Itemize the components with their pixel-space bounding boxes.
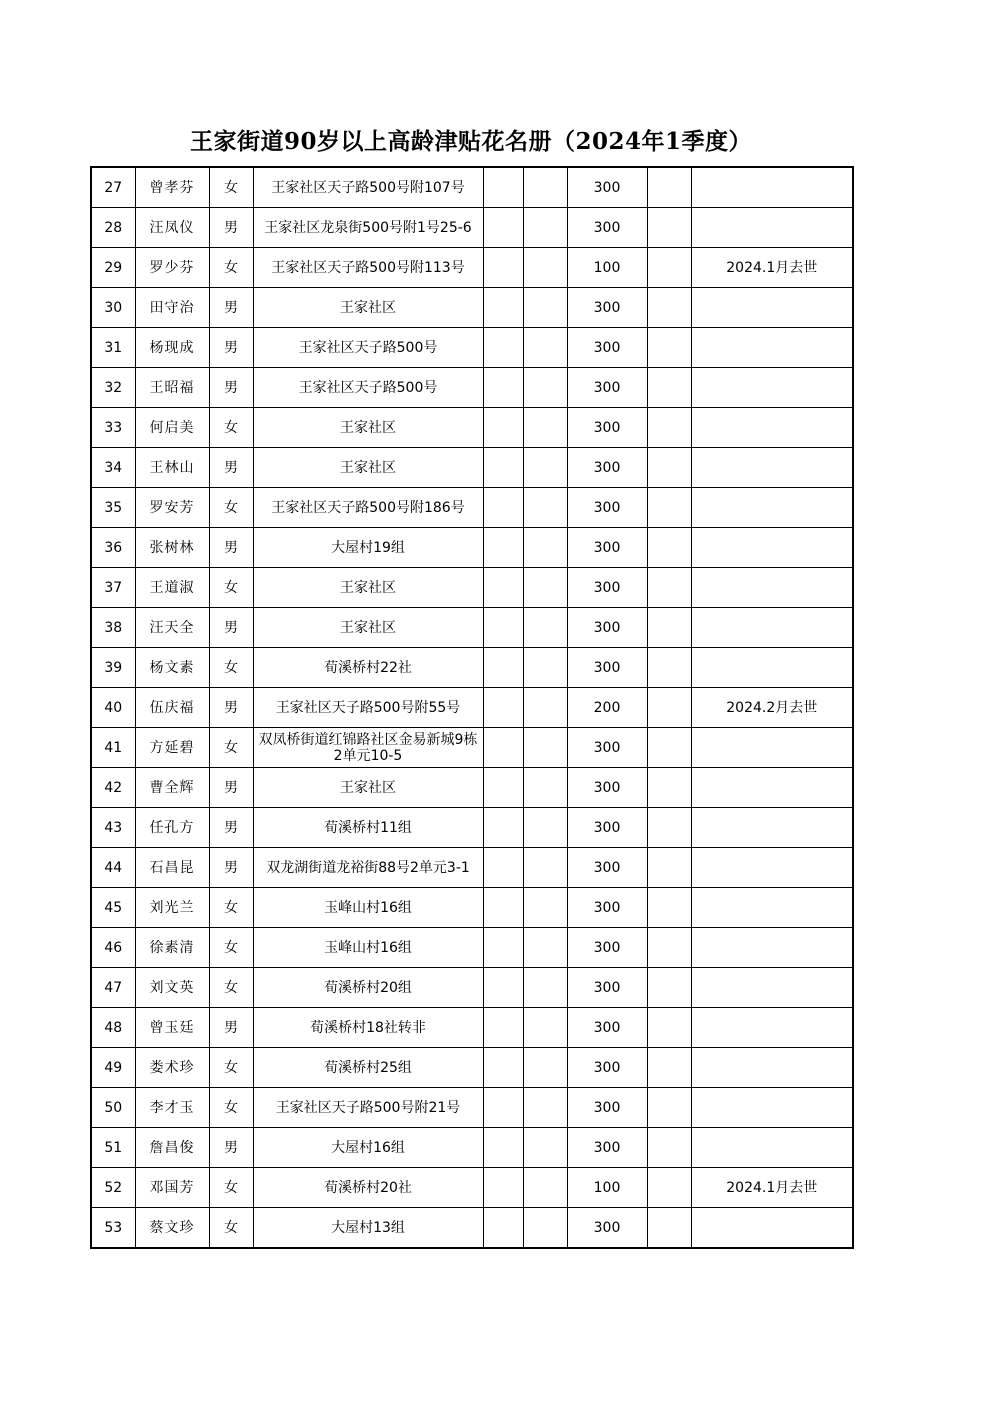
page-title: 王家街道90岁以上高龄津贴花名册（2024年1季度）	[189, 128, 753, 155]
table-row	[91, 848, 853, 888]
address-cell: 荀溪桥村11组	[253, 808, 483, 848]
blank-cell	[483, 688, 523, 728]
note-cell	[691, 488, 853, 528]
amount-cell: 300	[567, 448, 647, 488]
table-row	[91, 1128, 853, 1168]
amount-cell: 300	[567, 208, 647, 248]
blank-cell	[523, 1128, 567, 1168]
address-cell: 王家社区	[253, 408, 483, 448]
serial-number-cell: 47	[91, 968, 135, 1008]
gender-cell: 女	[209, 248, 253, 288]
name-cell: 徐素清	[135, 928, 209, 968]
table-row	[91, 408, 853, 448]
amount-cell: 300	[567, 1128, 647, 1168]
address-cell: 王家社区	[253, 288, 483, 328]
amount-cell: 300	[567, 528, 647, 568]
address-cell: 玉峰山村16组	[253, 928, 483, 968]
address-cell: 玉峰山村16组	[253, 888, 483, 928]
table-row	[91, 728, 853, 768]
address-cell: 大屋村19组	[253, 528, 483, 568]
blank-cell	[523, 408, 567, 448]
blank-cell	[483, 1208, 523, 1249]
name-cell: 田守治	[135, 288, 209, 328]
name-cell: 罗少芬	[135, 248, 209, 288]
gender-cell: 男	[209, 1008, 253, 1048]
gender-cell: 女	[209, 1088, 253, 1128]
blank-cell	[483, 648, 523, 688]
blank-cell	[523, 1048, 567, 1088]
serial-number-cell: 41	[91, 728, 135, 768]
address-cell: 大屋村16组	[253, 1128, 483, 1168]
address-cell: 王家社区	[253, 448, 483, 488]
serial-number-cell: 30	[91, 288, 135, 328]
blank-cell	[523, 648, 567, 688]
address-cell: 王家社区天子路500号附186号	[253, 488, 483, 528]
blank-cell	[647, 528, 691, 568]
gender-cell: 女	[209, 888, 253, 928]
name-cell: 刘文英	[135, 968, 209, 1008]
serial-number-cell: 46	[91, 928, 135, 968]
blank-cell	[647, 1008, 691, 1048]
gender-cell: 男	[209, 368, 253, 408]
blank-cell	[523, 528, 567, 568]
blank-cell	[483, 488, 523, 528]
name-cell: 王道淑	[135, 568, 209, 608]
note-cell	[691, 608, 853, 648]
name-cell: 何启美	[135, 408, 209, 448]
blank-cell	[523, 968, 567, 1008]
blank-cell	[647, 568, 691, 608]
name-cell: 汪天全	[135, 608, 209, 648]
blank-cell	[483, 208, 523, 248]
table-row	[91, 648, 853, 688]
name-cell: 伍庆福	[135, 688, 209, 728]
note-cell	[691, 1088, 853, 1128]
amount-cell: 200	[567, 688, 647, 728]
note-cell	[691, 208, 853, 248]
serial-number-cell: 32	[91, 368, 135, 408]
blank-cell	[647, 888, 691, 928]
blank-cell	[647, 928, 691, 968]
note-cell	[691, 167, 853, 208]
amount-cell: 300	[567, 848, 647, 888]
blank-cell	[483, 968, 523, 1008]
blank-cell	[523, 488, 567, 528]
amount-cell: 300	[567, 968, 647, 1008]
blank-cell	[647, 368, 691, 408]
name-cell: 蔡文珍	[135, 1208, 209, 1249]
blank-cell	[523, 568, 567, 608]
blank-cell	[523, 768, 567, 808]
address-cell: 荀溪桥村25组	[253, 1048, 483, 1088]
table-row	[91, 368, 853, 408]
serial-number-cell: 53	[91, 1208, 135, 1249]
address-cell: 王家社区	[253, 768, 483, 808]
blank-cell	[483, 1168, 523, 1208]
serial-number-cell: 37	[91, 568, 135, 608]
name-cell: 李才玉	[135, 1088, 209, 1128]
serial-number-cell: 40	[91, 688, 135, 728]
serial-number-cell: 27	[91, 167, 135, 208]
blank-cell	[647, 648, 691, 688]
name-cell: 曹全辉	[135, 768, 209, 808]
blank-cell	[483, 368, 523, 408]
amount-cell: 300	[567, 928, 647, 968]
blank-cell	[483, 248, 523, 288]
table-row	[91, 888, 853, 928]
note-cell	[691, 1008, 853, 1048]
note-cell	[691, 1128, 853, 1168]
subsidy-roster-table	[90, 166, 854, 1249]
blank-cell	[647, 1168, 691, 1208]
gender-cell: 女	[209, 408, 253, 448]
serial-number-cell: 52	[91, 1168, 135, 1208]
note-cell: 2024.1月去世	[691, 248, 853, 288]
blank-cell	[647, 208, 691, 248]
gender-cell: 女	[209, 1048, 253, 1088]
gender-cell: 女	[209, 928, 253, 968]
blank-cell	[647, 1048, 691, 1088]
name-cell: 詹昌俊	[135, 1128, 209, 1168]
serial-number-cell: 36	[91, 528, 135, 568]
gender-cell: 女	[209, 1168, 253, 1208]
note-cell	[691, 528, 853, 568]
blank-cell	[483, 928, 523, 968]
blank-cell	[523, 208, 567, 248]
gender-cell: 男	[209, 208, 253, 248]
serial-number-cell: 34	[91, 448, 135, 488]
amount-cell: 100	[567, 1168, 647, 1208]
blank-cell	[647, 768, 691, 808]
gender-cell: 男	[209, 328, 253, 368]
address-cell: 荀溪桥村22社	[253, 648, 483, 688]
address-cell: 王家社区龙泉街500号附1号25-6	[253, 208, 483, 248]
note-cell	[691, 448, 853, 488]
blank-cell	[483, 888, 523, 928]
gender-cell: 男	[209, 288, 253, 328]
table-row	[91, 448, 853, 488]
blank-cell	[483, 1088, 523, 1128]
blank-cell	[523, 167, 567, 208]
table-row	[91, 1048, 853, 1088]
serial-number-cell: 39	[91, 648, 135, 688]
blank-cell	[523, 1168, 567, 1208]
name-cell: 娄术珍	[135, 1048, 209, 1088]
blank-cell	[523, 808, 567, 848]
blank-cell	[483, 528, 523, 568]
blank-cell	[483, 608, 523, 648]
gender-cell: 男	[209, 528, 253, 568]
note-cell	[691, 1048, 853, 1088]
note-cell	[691, 928, 853, 968]
name-cell: 任孔方	[135, 808, 209, 848]
blank-cell	[523, 608, 567, 648]
address-cell: 荀溪桥村20社	[253, 1168, 483, 1208]
amount-cell: 300	[567, 167, 647, 208]
address-cell: 王家社区天子路500号附113号	[253, 248, 483, 288]
blank-cell	[483, 808, 523, 848]
address-cell: 双凤桥街道红锦路社区金易新城9栋2单元10-5	[253, 728, 483, 768]
blank-cell	[483, 448, 523, 488]
serial-number-cell: 43	[91, 808, 135, 848]
note-cell	[691, 328, 853, 368]
address-cell: 王家社区天子路500号	[253, 328, 483, 368]
blank-cell	[523, 888, 567, 928]
blank-cell	[483, 167, 523, 208]
blank-cell	[647, 1128, 691, 1168]
amount-cell: 300	[567, 408, 647, 448]
name-cell: 石昌昆	[135, 848, 209, 888]
blank-cell	[647, 608, 691, 648]
table-row	[91, 968, 853, 1008]
blank-cell	[647, 1088, 691, 1128]
serial-number-cell: 29	[91, 248, 135, 288]
gender-cell: 女	[209, 1208, 253, 1249]
note-cell	[691, 288, 853, 328]
table-row	[91, 1208, 853, 1249]
name-cell: 曾孝芬	[135, 167, 209, 208]
address-cell: 大屋村13组	[253, 1208, 483, 1249]
blank-cell	[523, 928, 567, 968]
serial-number-cell: 44	[91, 848, 135, 888]
gender-cell: 女	[209, 728, 253, 768]
gender-cell: 女	[209, 568, 253, 608]
serial-number-cell: 33	[91, 408, 135, 448]
blank-cell	[483, 328, 523, 368]
amount-cell: 300	[567, 728, 647, 768]
blank-cell	[523, 368, 567, 408]
table-row	[91, 688, 853, 728]
note-cell	[691, 728, 853, 768]
blank-cell	[523, 688, 567, 728]
blank-cell	[647, 408, 691, 448]
blank-cell	[523, 328, 567, 368]
name-cell: 刘光兰	[135, 888, 209, 928]
gender-cell: 男	[209, 608, 253, 648]
blank-cell	[647, 288, 691, 328]
amount-cell: 300	[567, 328, 647, 368]
amount-cell: 300	[567, 488, 647, 528]
gender-cell: 女	[209, 488, 253, 528]
address-cell: 王家社区天子路500号附55号	[253, 688, 483, 728]
blank-cell	[647, 167, 691, 208]
blank-cell	[523, 848, 567, 888]
amount-cell: 300	[567, 568, 647, 608]
blank-cell	[647, 688, 691, 728]
note-cell	[691, 968, 853, 1008]
blank-cell	[647, 848, 691, 888]
name-cell: 方延碧	[135, 728, 209, 768]
note-cell	[691, 808, 853, 848]
amount-cell: 100	[567, 248, 647, 288]
address-cell: 王家社区	[253, 568, 483, 608]
table-row	[91, 928, 853, 968]
table-row	[91, 248, 853, 288]
address-cell: 王家社区	[253, 608, 483, 648]
gender-cell: 女	[209, 968, 253, 1008]
note-cell	[691, 768, 853, 808]
address-cell: 双龙湖街道龙裕街88号2单元3-1	[253, 848, 483, 888]
blank-cell	[483, 768, 523, 808]
address-cell: 王家社区天子路500号附107号	[253, 167, 483, 208]
serial-number-cell: 48	[91, 1008, 135, 1048]
note-cell	[691, 1208, 853, 1249]
serial-number-cell: 45	[91, 888, 135, 928]
note-cell	[691, 568, 853, 608]
address-cell: 王家社区天子路500号	[253, 368, 483, 408]
serial-number-cell: 35	[91, 488, 135, 528]
blank-cell	[647, 488, 691, 528]
blank-cell	[523, 248, 567, 288]
serial-number-cell: 49	[91, 1048, 135, 1088]
name-cell: 杨现成	[135, 328, 209, 368]
name-cell: 张树林	[135, 528, 209, 568]
amount-cell: 300	[567, 768, 647, 808]
name-cell: 王昭福	[135, 368, 209, 408]
serial-number-cell: 28	[91, 208, 135, 248]
table-row	[91, 568, 853, 608]
gender-cell: 男	[209, 768, 253, 808]
amount-cell: 300	[567, 808, 647, 848]
serial-number-cell: 50	[91, 1088, 135, 1128]
serial-number-cell: 42	[91, 768, 135, 808]
gender-cell: 男	[209, 448, 253, 488]
note-cell	[691, 648, 853, 688]
note-cell	[691, 888, 853, 928]
gender-cell: 男	[209, 808, 253, 848]
amount-cell: 300	[567, 648, 647, 688]
gender-cell: 男	[209, 848, 253, 888]
amount-cell: 300	[567, 1088, 647, 1128]
gender-cell: 男	[209, 1128, 253, 1168]
name-cell: 汪凤仪	[135, 208, 209, 248]
blank-cell	[523, 728, 567, 768]
blank-cell	[483, 1048, 523, 1088]
table-row	[91, 1008, 853, 1048]
roster-body	[91, 167, 853, 1248]
amount-cell: 300	[567, 888, 647, 928]
amount-cell: 300	[567, 368, 647, 408]
address-cell: 王家社区天子路500号附21号	[253, 1088, 483, 1128]
address-cell: 荀溪桥村20组	[253, 968, 483, 1008]
name-cell: 邓国芳	[135, 1168, 209, 1208]
blank-cell	[483, 1128, 523, 1168]
blank-cell	[483, 408, 523, 448]
serial-number-cell: 31	[91, 328, 135, 368]
note-cell: 2024.2月去世	[691, 688, 853, 728]
serial-number-cell: 51	[91, 1128, 135, 1168]
name-cell: 杨文素	[135, 648, 209, 688]
blank-cell	[483, 728, 523, 768]
blank-cell	[523, 1208, 567, 1249]
table-row	[91, 808, 853, 848]
blank-cell	[483, 1008, 523, 1048]
blank-cell	[647, 1208, 691, 1249]
amount-cell: 300	[567, 608, 647, 648]
note-cell	[691, 368, 853, 408]
blank-cell	[523, 1008, 567, 1048]
blank-cell	[523, 288, 567, 328]
blank-cell	[647, 328, 691, 368]
table-row	[91, 167, 853, 208]
note-cell	[691, 408, 853, 448]
serial-number-cell: 38	[91, 608, 135, 648]
table-row	[91, 768, 853, 808]
amount-cell: 300	[567, 288, 647, 328]
blank-cell	[647, 808, 691, 848]
blank-cell	[647, 968, 691, 1008]
name-cell: 罗安芳	[135, 488, 209, 528]
name-cell: 曾玉廷	[135, 1008, 209, 1048]
table-row	[91, 288, 853, 328]
table-row	[91, 528, 853, 568]
note-cell	[691, 848, 853, 888]
blank-cell	[647, 248, 691, 288]
amount-cell: 300	[567, 1208, 647, 1249]
blank-cell	[647, 728, 691, 768]
blank-cell	[523, 448, 567, 488]
table-row	[91, 1088, 853, 1128]
gender-cell: 女	[209, 167, 253, 208]
amount-cell: 300	[567, 1008, 647, 1048]
blank-cell	[483, 568, 523, 608]
address-cell: 荀溪桥村18社转非	[253, 1008, 483, 1048]
blank-cell	[483, 848, 523, 888]
table-row	[91, 608, 853, 648]
table-row	[91, 1168, 853, 1208]
table-row	[91, 208, 853, 248]
note-cell: 2024.1月去世	[691, 1168, 853, 1208]
gender-cell: 女	[209, 648, 253, 688]
amount-cell: 300	[567, 1048, 647, 1088]
gender-cell: 男	[209, 688, 253, 728]
table-row	[91, 328, 853, 368]
blank-cell	[647, 448, 691, 488]
table-row	[91, 488, 853, 528]
blank-cell	[523, 1088, 567, 1128]
blank-cell	[483, 288, 523, 328]
name-cell: 王林山	[135, 448, 209, 488]
